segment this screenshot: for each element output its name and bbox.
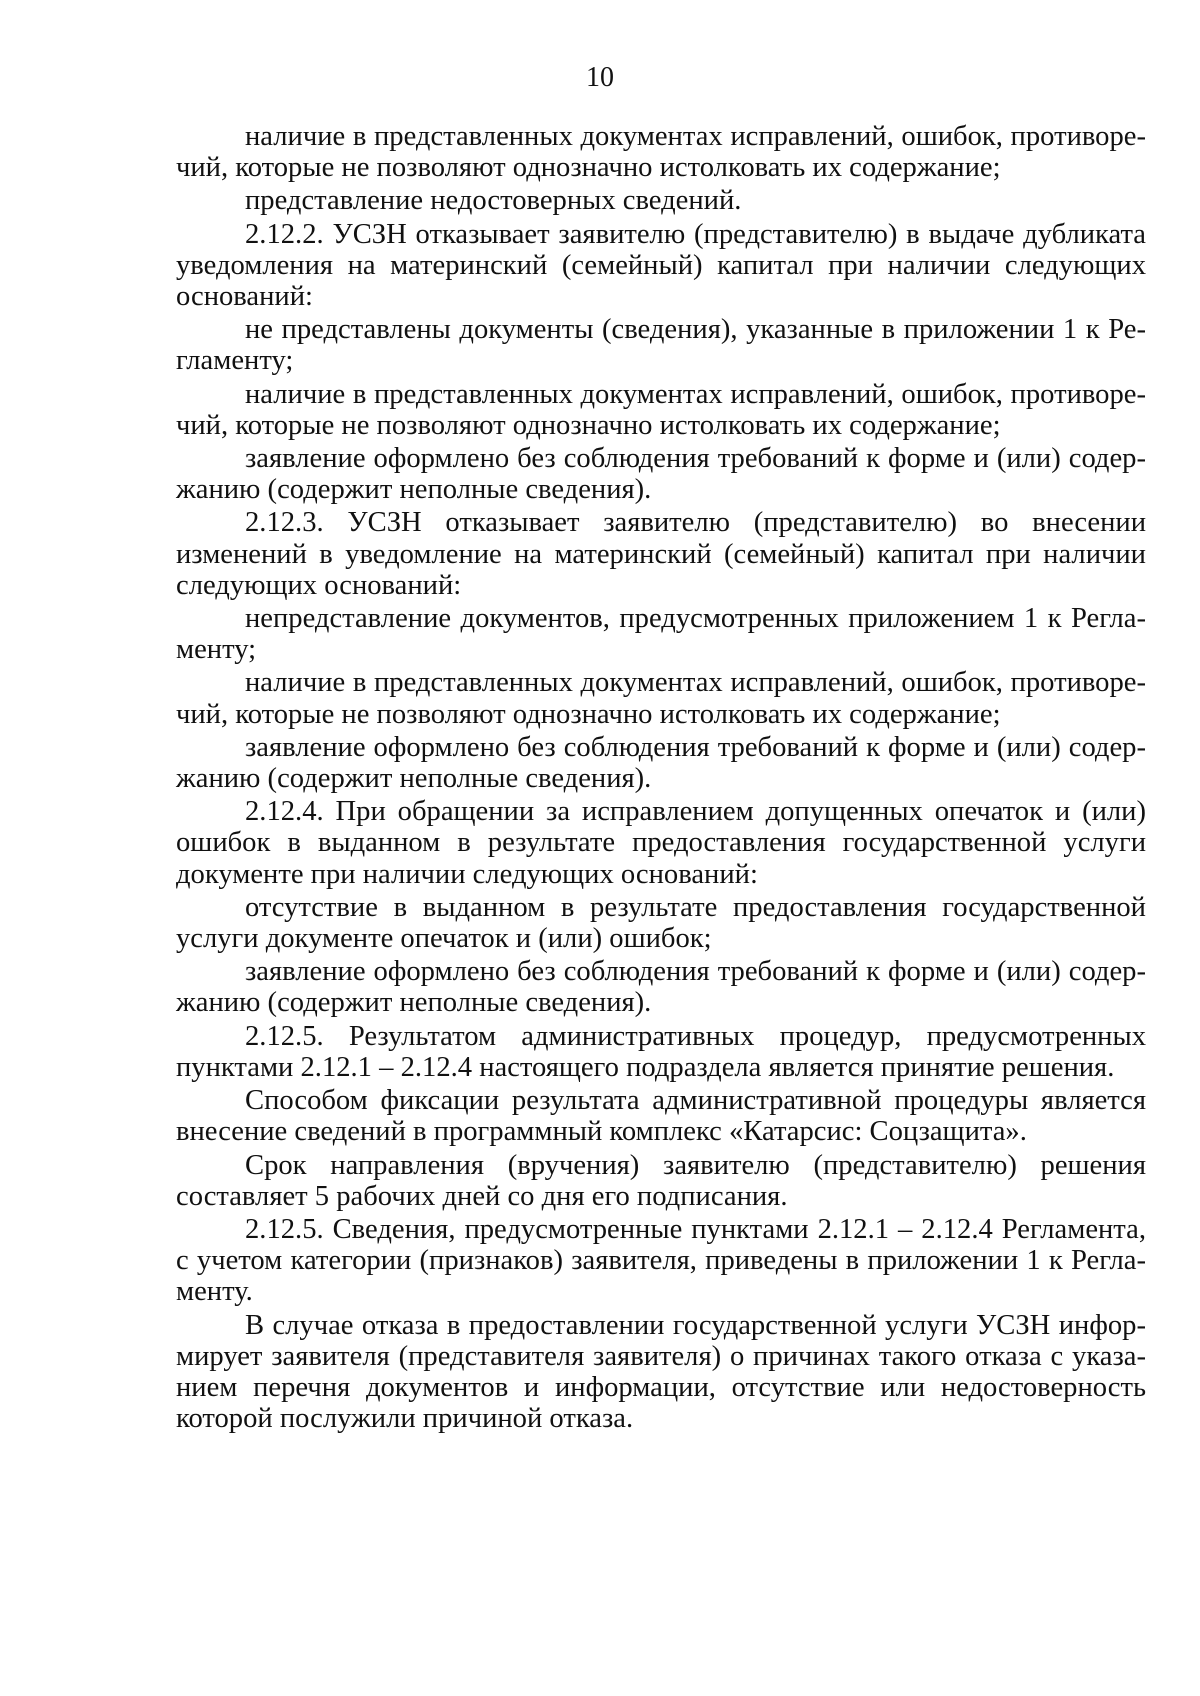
paragraph: отсутствие в выданном в результате предоставления государственной услуги документе опечаток и (или) ошибок; — [176, 891, 1146, 955]
paragraph: наличие в представленных документах исправлений, ошибок, противоречий, которые не позволяют однозначно истолковать их содержание; — [176, 667, 1146, 730]
paragraph: заявление оформлено без соблюдения требований к форме и (или) содержанию (содержит неполные сведения). — [176, 443, 1146, 506]
paragraph: непредставление документов, предусмотренных приложением 1 к Регламенту; — [176, 603, 1146, 666]
paragraph: не представлены документы (сведения), указанные в приложении 1 к Регламенту; — [176, 314, 1146, 377]
paragraph: 2.12.4. При обращении за исправлением допущенных опечаток и (или) ошибок в выданном в результате предоставления государственной услуги документе при наличии следующих оснований: — [176, 796, 1146, 890]
paragraph: Срок направления (вручения) заявителю (представителю) решения составляет 5 рабочих дней со дня его подписания. — [176, 1149, 1146, 1212]
document-body — [176, 121, 1146, 1434]
paragraph: представление недостоверных сведений. — [245, 185, 742, 217]
paragraph: наличие в представленных документах исправлений, ошибок, противоречий, которые не позволяют однозначно истолковать их содержание; — [176, 378, 1146, 441]
paragraph: 2.12.2. УСЗН отказывает заявителю (представителю) в выдаче дубликата уведомления на материнский (семейный) капитал при наличии следующих оснований: — [176, 218, 1146, 313]
paragraph: 2.12.3. УСЗН отказывает заявителю (представителю) во внесении изменений в уведомление на материнский (семейный) капитал при наличии следующих оснований: — [176, 507, 1146, 601]
page-number: 10 — [586, 62, 614, 93]
paragraph: заявление оформлено без соблюдения требований к форме и (или) содержанию (содержит неполные сведения). — [176, 956, 1146, 1019]
paragraph: 2.12.5. Сведения, предусмотренные пунктами 2.12.1 – 2.12.4 Регламента, с учетом категории (признаков) заявителя, приведены в приложении 1 к Регламенту. — [176, 1213, 1146, 1308]
paragraph: заявление оформлено без соблюдения требований к форме и (или) содержанию (содержит неполные сведения). — [176, 731, 1146, 795]
paragraph: Способом фиксации результата административной процедуры является внесение сведений в программный комплекс «Катарсис: Соцзащита». — [176, 1085, 1146, 1148]
paragraph: 2.12.5. Результатом административных процедур, предусмотренных пунктами 2.12.1 – 2.12.4 настоящего подраздела является принятие решения. — [176, 1020, 1146, 1083]
paragraph: наличие в представленных документах исправлений, ошибок, противоречий, которые не позволяют однозначно истолковать их содержание; — [176, 121, 1146, 184]
paragraph: В случае отказа в предоставлении государственной услуги УСЗН информирует заявителя (представителя заявителя) о причинах такого отказа с указанием перечня документов и информации, отсутствие или недостоверность которой послужили причиной отказа. — [176, 1309, 1146, 1435]
